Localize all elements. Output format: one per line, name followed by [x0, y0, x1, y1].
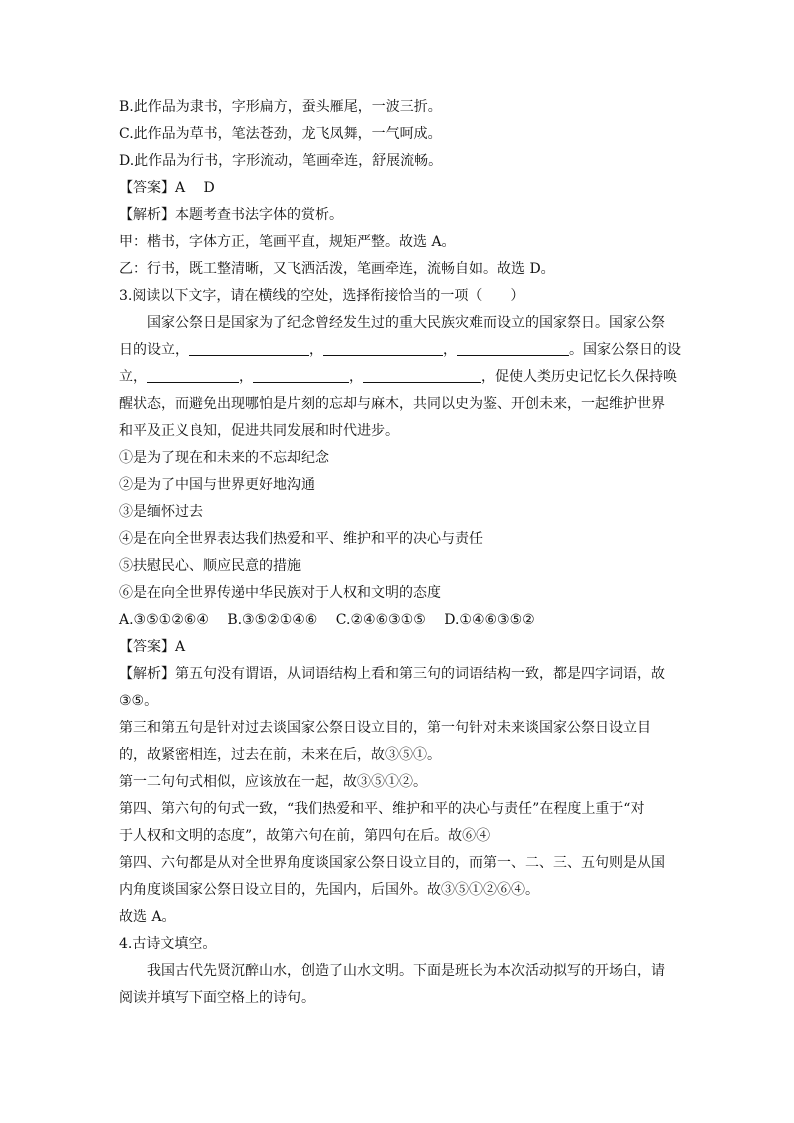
passage-line-3	[119, 364, 679, 391]
fill-blank	[457, 341, 569, 356]
q4-passage-line-1: 我国古代先贤沉醉山水，创造了山水文明。下面是班长为本次活动拟写的开场白，请	[147, 963, 665, 979]
analysis-q3-line-9: 内角度谈国家公祭日设立目的，先国内，后国外。故③⑤①②⑥④。	[119, 882, 539, 898]
option-b: B.此作品为隶书，字形扁方，蚕头雁尾，一波三折。	[119, 99, 442, 115]
passage-text: ，促使人类历史记忆长久保持唤	[481, 369, 677, 385]
analysis-q3-line-5: 第一二句句式相似，应该放在一起，故③⑤①②。	[119, 774, 427, 790]
analysis-jia: 甲：楷书，字体方正，笔画平直，规矩严整。故选 A。	[119, 234, 456, 250]
analysis-q3-line-8: 第四、六句都是从对全世界角度谈国家公祭日设立目的，而第一、二、三、五句则是从国	[119, 855, 665, 871]
fill-blank	[253, 368, 349, 383]
passage-text: 。国家公祭日的设	[569, 342, 681, 358]
analysis-q3-line-2: ③⑤。	[119, 693, 159, 709]
question-3: 3.阅读以下文字，请在横线的空处，选择衔接恰当的一项（ ）	[119, 288, 525, 304]
fill-blank	[189, 341, 309, 356]
answer-q2: 【答案】A D	[119, 180, 215, 196]
option-c: C.此作品为草书，笔法苍劲，龙飞凤舞，一气呵成。	[119, 126, 442, 142]
fill-blank	[363, 368, 481, 383]
analysis-q3-line-3: 第三和第五句是针对过去谈国家公祭日设立目的，第一句针对未来谈国家公祭日设立目	[119, 720, 651, 736]
sentence-5: ⑤扶慰民心、顺应民意的措施	[119, 558, 301, 574]
fill-blank	[323, 341, 443, 356]
analysis-q3-line-7: 于人权和文明的态度”，故第六句在前，第四句在后。故⑥④	[119, 828, 491, 844]
fill-blank	[147, 368, 239, 383]
q4-passage-line-2: 阅读并填写下面空格上的诗句。	[119, 990, 315, 1006]
passage-text: 立，	[119, 369, 147, 385]
passage-text: ，	[349, 369, 363, 385]
sentence-3: ③是缅怀过去	[119, 504, 203, 520]
analysis-q3-line-1: 【解析】第五句没有谓语，从词语结构上看和第三句的词语结构一致，都是四字词语，故	[119, 666, 665, 682]
analysis-yi: 乙：行书，既工整清晰，又飞洒活泼，笔画牵连，流畅自如。故选 D。	[119, 261, 555, 277]
answer-choices: A.③⑤①②⑥④ B.③⑤②①④⑥ C.②④⑥③①⑤ D.①④⑥③⑤②	[119, 612, 535, 628]
passage-text: ，	[239, 369, 253, 385]
sentence-4: ④是在向全世界表达我们热爱和平、维护和平的决心与责任	[119, 531, 483, 547]
passage-line-4: 醒状态，而避免出现哪怕是片刻的忘却与麻木，共同以史为鉴、开创未来，一起维护世界	[119, 396, 665, 412]
sentence-6: ⑥是在向全世界传递中华民族对于人权和文明的态度	[119, 585, 441, 601]
question-4: 4.古诗文填空。	[119, 936, 217, 952]
answer-q3: 【答案】A	[119, 639, 186, 655]
passage-text: 日的设立，	[119, 342, 189, 358]
passage-line-5: 和平及正义良知，促进共同发展和时代进步。	[119, 423, 399, 439]
option-d: D.此作品为行书，字形流动，笔画牵连，舒展流畅。	[119, 153, 443, 169]
analysis-q2: 【解析】本题考查书法字体的赏析。	[119, 207, 343, 223]
analysis-q3-line-10: 故选 A。	[119, 909, 176, 925]
analysis-q3-line-6: 第四、第六句的句式一致，“我们热爱和平、维护和平的决心与责任”在程度上重于“对	[119, 801, 645, 817]
passage-line-2	[119, 337, 679, 364]
sentence-2: ②是为了中国与世界更好地沟通	[119, 477, 315, 493]
passage-text: ，	[309, 342, 323, 358]
passage-text: ，	[443, 342, 457, 358]
passage-line-1: 国家公祭日是国家为了纪念曾经发生过的重大民族灾难而设立的国家祭日。国家公祭	[147, 315, 665, 331]
sentence-1: ①是为了现在和未来的不忘却纪念	[119, 450, 329, 466]
analysis-q3-line-4: 的，故紧密相连，过去在前，未来在后，故③⑤①。	[119, 747, 441, 763]
document-body	[119, 94, 679, 1012]
